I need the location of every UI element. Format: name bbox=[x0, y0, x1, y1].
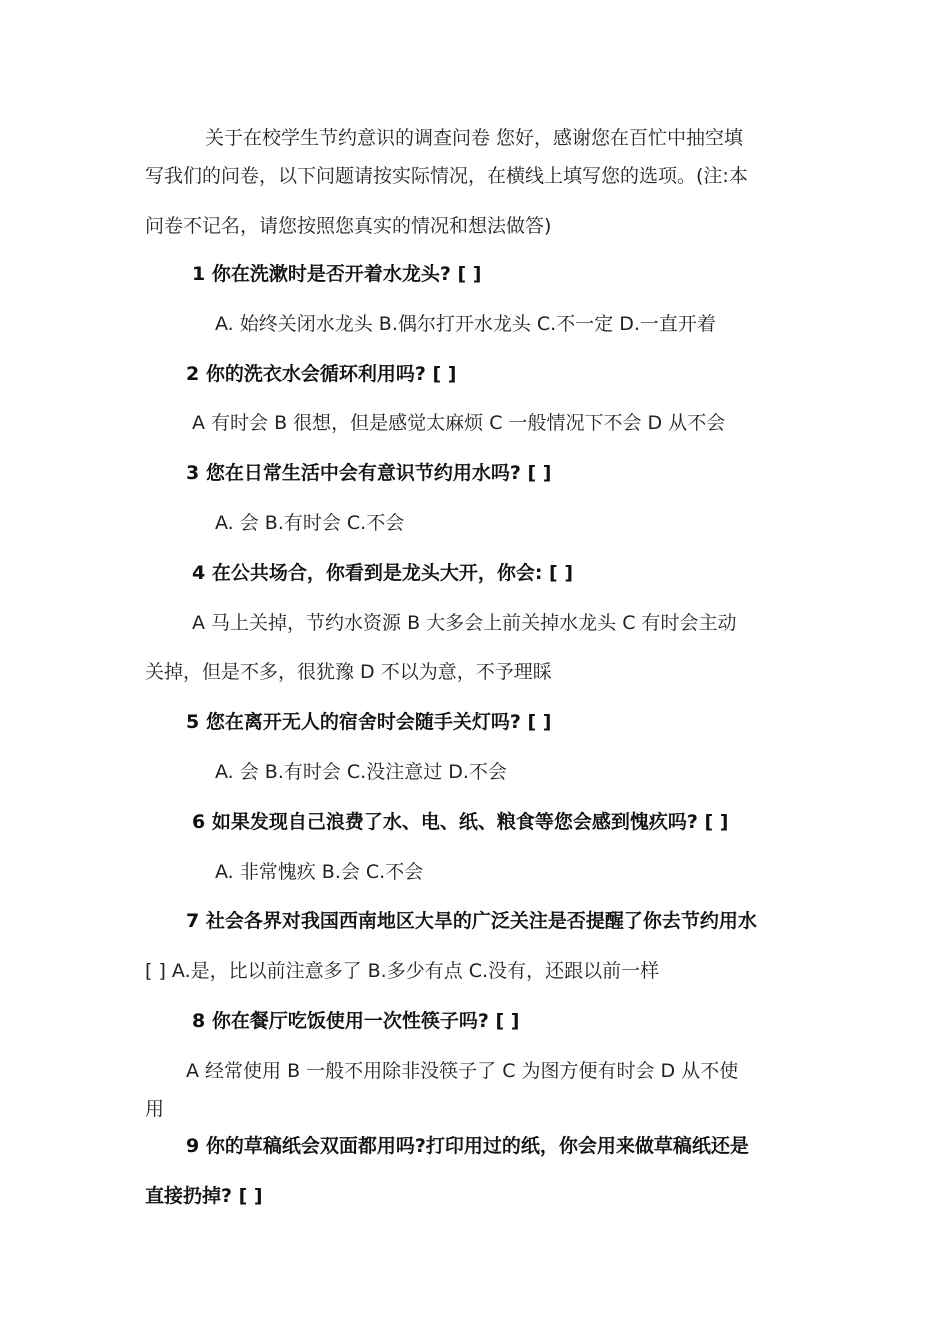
question-2: 2 你的洗衣水会循环利用吗? [ ] bbox=[186, 363, 457, 385]
question-8-options-line-2: 用 bbox=[145, 1098, 165, 1120]
question-4: 4 在公共场合，你看到是龙头大开，你会: [ ] bbox=[192, 562, 574, 584]
intro-line-2: 写我们的问卷，以下问题请按实际情况，在横线上填写您的选项。(注:本 bbox=[145, 165, 748, 187]
question-6: 6 如果发现自己浪费了水、电、纸、粮食等您会感到愧疚吗? [ ] bbox=[192, 811, 729, 833]
question-1: 1 你在洗漱时是否开着水龙头? [ ] bbox=[192, 263, 482, 285]
question-3: 3 您在日常生活中会有意识节约用水吗? [ ] bbox=[186, 462, 552, 484]
question-9-line-2: 直接扔掉? [ ] bbox=[145, 1185, 263, 1207]
question-6-options: A. 非常愧疚 B.会 C.不会 bbox=[215, 861, 424, 883]
question-9: 9 你的草稿纸会双面都用吗?打印用过的纸，你会用来做草稿纸还是 bbox=[186, 1135, 749, 1157]
question-1-options: A. 始终关闭水龙头 B.偶尔打开水龙头 C.不一定 D.一直开着 bbox=[215, 313, 716, 335]
question-3-options: A. 会 B.有时会 C.不会 bbox=[215, 512, 405, 534]
question-4-options-line-2: 关掉，但是不多，很犹豫 D 不以为意，不予理睬 bbox=[145, 661, 552, 683]
intro-line-1: 关于在校学生节约意识的调查问卷 您好，感谢您在百忙中抽空填 bbox=[205, 127, 744, 149]
question-8: 8 你在餐厅吃饭使用一次性筷子吗? [ ] bbox=[192, 1010, 520, 1032]
question-5-options: A. 会 B.有时会 C.没注意过 D.不会 bbox=[215, 761, 507, 783]
question-5: 5 您在离开无人的宿舍时会随手关灯吗? [ ] bbox=[186, 711, 552, 733]
question-7: 7 社会各界对我国西南地区大旱的广泛关注是否提醒了你去节约用水 bbox=[186, 910, 757, 932]
intro-line-3: 问卷不记名，请您按照您真实的情况和想法做答) bbox=[145, 215, 552, 237]
question-8-options-line-1: A 经常使用 B 一般不用除非没筷子了 C 为图方便有时会 D 从不使 bbox=[186, 1060, 739, 1082]
question-2-options: A 有时会 B 很想，但是感觉太麻烦 C 一般情况下不会 D 从不会 bbox=[192, 412, 726, 434]
question-7-options: [ ] A.是，比以前注意多了 B.多少有点 C.没有，还跟以前一样 bbox=[145, 960, 660, 982]
question-4-options-line-1: A 马上关掉，节约水资源 B 大多会上前关掉水龙头 C 有时会主动 bbox=[192, 612, 737, 634]
